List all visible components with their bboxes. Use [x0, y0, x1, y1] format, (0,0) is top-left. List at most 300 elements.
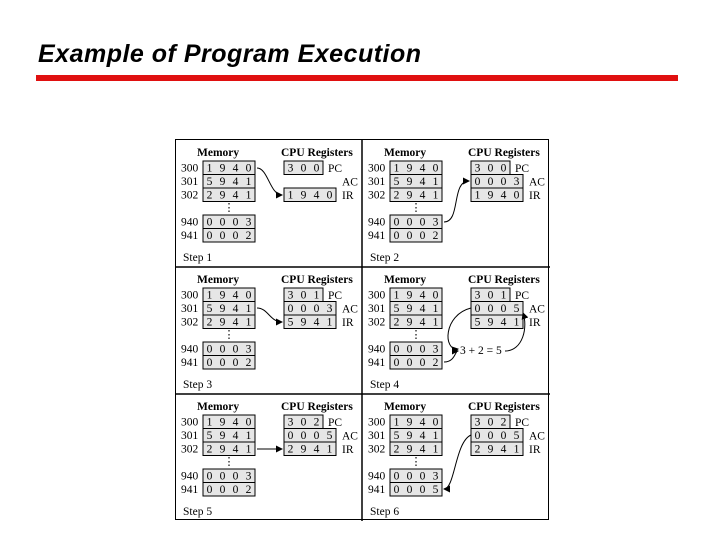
memory-cell-940-digit: 0 [232, 343, 239, 356]
pc-label: PC [328, 163, 343, 175]
memory-cell-940-digit: 0 [419, 470, 426, 483]
pc-label: PC [328, 290, 343, 302]
pc-register-digit: 0 [300, 289, 307, 302]
title-underline [36, 75, 678, 81]
memory-cell-302-digit: 2 [393, 316, 400, 329]
memory-cell-300 [390, 415, 442, 429]
ac-label: AC [342, 430, 358, 443]
ir-register [284, 442, 336, 456]
ac-register-digit: 3 [513, 176, 520, 188]
ac-register-digit: 0 [287, 430, 294, 442]
pc-label: PC [515, 290, 530, 302]
memory-cell-300-digit: 1 [206, 162, 213, 175]
ac-label: AC [529, 303, 545, 316]
memory-cell-302-digit: 9 [219, 443, 226, 456]
cpu-registers-heading: CPU Registers [281, 401, 353, 413]
memory-cell-301-digit: 4 [419, 176, 426, 188]
ir-register-digit: 4 [500, 189, 507, 202]
ir-register-digit: 4 [313, 443, 320, 456]
memory-cell-940-digit: 0 [206, 470, 213, 483]
pc-register [471, 288, 510, 302]
ac-register-digit: 0 [313, 303, 320, 315]
memory-cell-301-digit: 1 [245, 176, 252, 188]
memory-cell-302-digit: 4 [232, 443, 239, 456]
memory-address: 940 [181, 343, 199, 356]
memory-cell-302-digit: 2 [206, 443, 213, 456]
ac-register-digit: 0 [487, 176, 494, 188]
memory-heading: Memory [384, 401, 427, 413]
ac-label: AC [529, 430, 545, 443]
ac-register-digit: 0 [500, 303, 507, 315]
ir-register [471, 188, 523, 202]
memory-gap-ellipsis: ⋮ [410, 202, 422, 214]
memory-cell-300-digit: 4 [419, 416, 426, 429]
memory-cell-941-digit: 0 [393, 357, 400, 369]
ir-register [284, 188, 336, 202]
memory-cell-941-digit: 0 [393, 230, 400, 242]
memory-cell-301-digit: 4 [232, 430, 239, 442]
pc-register-digit: 1 [313, 289, 320, 302]
ir-register-digit: 9 [300, 316, 307, 329]
memory-cell-302-digit: 4 [232, 316, 239, 329]
memory-cell-301-digit: 9 [219, 176, 226, 188]
ac-register-digit: 5 [513, 430, 520, 442]
memory-cell-300-digit: 9 [219, 162, 226, 175]
ac-register-digit: 3 [326, 303, 333, 315]
pc-label: PC [515, 417, 530, 429]
pc-register-digit: 3 [474, 416, 481, 429]
memory-cell-940-digit: 0 [393, 216, 400, 229]
memory-cell-300 [390, 161, 442, 175]
ir-register-digit: 9 [300, 443, 307, 456]
step-panel-6 [368, 401, 545, 518]
memory-cell-940 [203, 342, 255, 356]
step-label: Step 2 [370, 252, 400, 264]
memory-address: 302 [368, 189, 386, 202]
memory-cell-940 [203, 469, 255, 483]
memory-address: 940 [368, 470, 386, 483]
ir-register-digit: 9 [487, 189, 494, 202]
pc-register-digit: 3 [287, 162, 294, 175]
ac-register-digit: 0 [474, 303, 481, 315]
memory-address: 301 [368, 176, 386, 188]
pc-register-digit: 0 [300, 416, 307, 429]
ir-register-digit: 1 [326, 443, 333, 456]
ir-register-digit: 4 [313, 189, 320, 202]
memory-cell-941-digit: 2 [432, 230, 439, 242]
step-panel-5 [181, 401, 358, 518]
memory-cell-941-digit: 5 [432, 484, 439, 496]
execution-steps-diagram [176, 140, 550, 521]
memory-address: 941 [368, 357, 386, 369]
ir-register-digit: 1 [513, 443, 520, 456]
memory-address: 941 [181, 230, 199, 242]
memory-cell-940-digit: 3 [432, 470, 439, 483]
ac-register [284, 302, 336, 316]
ir-register-digit: 2 [287, 443, 294, 456]
slide-title: Example of Program Execution [38, 40, 422, 68]
memory-cell-301 [390, 429, 442, 443]
memory-cell-300-digit: 0 [432, 162, 439, 175]
pc-register-digit: 0 [300, 162, 307, 175]
memory-cell-301-digit: 5 [393, 303, 400, 315]
memory-gap-ellipsis: ⋮ [410, 329, 422, 341]
ir-label: IR [342, 190, 354, 202]
memory-cell-940-digit: 0 [393, 470, 400, 483]
pc-register-digit: 3 [474, 162, 481, 175]
memory-address: 940 [181, 470, 199, 483]
memory-heading: Memory [197, 274, 240, 286]
memory-cell-941 [390, 229, 442, 243]
memory-cell-940-digit: 0 [406, 343, 413, 356]
memory-cell-941-digit: 0 [232, 230, 239, 242]
memory-cell-941-digit: 0 [406, 357, 413, 369]
memory-cell-301-digit: 5 [206, 430, 213, 442]
memory-address: 302 [181, 443, 199, 456]
memory-cell-941-digit: 0 [406, 230, 413, 242]
memory-cell-941-digit: 2 [432, 357, 439, 369]
cpu-registers-heading: CPU Registers [468, 401, 540, 413]
memory-address: 302 [181, 316, 199, 329]
memory-cell-302-digit: 9 [406, 443, 413, 456]
memory-address: 300 [181, 162, 199, 175]
fetch-arrow [257, 308, 282, 322]
memory-cell-301-digit: 4 [419, 430, 426, 442]
memory-address: 301 [181, 176, 199, 188]
ir-register [284, 315, 336, 329]
ir-label: IR [529, 444, 541, 456]
ir-register-digit: 9 [487, 316, 494, 329]
memory-gap-ellipsis: ⋮ [223, 202, 235, 214]
ac-label: AC [342, 303, 358, 316]
memory-cell-301-digit: 4 [232, 303, 239, 315]
memory-gap-ellipsis: ⋮ [410, 456, 422, 468]
memory-cell-302-digit: 4 [419, 316, 426, 329]
memory-address: 301 [368, 430, 386, 442]
pc-label: PC [515, 163, 530, 175]
memory-address: 300 [181, 416, 199, 429]
memory-cell-940-digit: 0 [219, 216, 226, 229]
memory-cell-302-digit: 2 [393, 443, 400, 456]
memory-cell-301-digit: 1 [432, 430, 439, 442]
memory-cell-301 [390, 175, 442, 189]
ac-register-digit: 0 [313, 430, 320, 442]
memory-cell-301-digit: 5 [206, 176, 213, 188]
pc-register [284, 288, 323, 302]
memory-address: 300 [368, 289, 386, 302]
memory-cell-302-digit: 9 [219, 189, 226, 202]
memory-address: 941 [368, 484, 386, 496]
pc-register-digit: 0 [500, 162, 507, 175]
memory-cell-302-digit: 1 [432, 443, 439, 456]
memory-address: 300 [181, 289, 199, 302]
memory-cell-300 [203, 288, 255, 302]
ir-register-digit: 0 [513, 189, 520, 202]
memory-address: 941 [181, 357, 199, 369]
pc-register-digit: 0 [487, 289, 494, 302]
memory-gap-ellipsis: ⋮ [223, 456, 235, 468]
step-label: Step 6 [370, 506, 400, 518]
ac-register-digit: 0 [287, 303, 294, 315]
ir-register-digit: 9 [487, 443, 494, 456]
ac-to-adder-arrow [448, 308, 471, 349]
ir-register-digit: 2 [474, 443, 481, 456]
memory-address: 300 [368, 162, 386, 175]
ir-register-digit: 1 [287, 189, 294, 202]
memory-cell-940-digit: 0 [419, 343, 426, 356]
memory-cell-940 [390, 215, 442, 229]
memory-cell-940-digit: 0 [219, 343, 226, 356]
addition-note: 3 + 2 = 5 [460, 345, 502, 357]
memory-cell-940-digit: 0 [206, 343, 213, 356]
load-arrow [444, 181, 469, 222]
memory-cell-300-digit: 4 [232, 289, 239, 302]
memory-cell-302-digit: 9 [219, 316, 226, 329]
memory-cell-300-digit: 9 [219, 416, 226, 429]
ir-label: IR [529, 317, 541, 329]
memory-cell-300-digit: 1 [393, 416, 400, 429]
memory-address: 301 [181, 430, 199, 442]
cpu-registers-heading: CPU Registers [281, 274, 353, 286]
memory-cell-301-digit: 9 [406, 430, 413, 442]
memory-cell-302-digit: 1 [432, 316, 439, 329]
ac-register-digit: 5 [513, 303, 520, 315]
memory-cell-300-digit: 1 [206, 416, 213, 429]
memory-cell-940-digit: 0 [393, 343, 400, 356]
memory-gap-ellipsis: ⋮ [223, 329, 235, 341]
memory-cell-300-digit: 4 [419, 289, 426, 302]
memory-cell-940-digit: 3 [245, 343, 252, 356]
memory-cell-300-digit: 9 [406, 416, 413, 429]
memory-cell-302 [390, 442, 442, 456]
memory-cell-941-digit: 0 [419, 357, 426, 369]
step-panel-3 [181, 274, 358, 391]
ir-register-digit: 5 [287, 316, 294, 329]
pc-register [471, 415, 510, 429]
memory-cell-941-digit: 0 [419, 484, 426, 496]
pc-register [471, 161, 510, 175]
memory-cell-941-digit: 0 [219, 484, 226, 496]
memory-cell-940-digit: 0 [232, 470, 239, 483]
operand-arrow [444, 351, 458, 362]
memory-cell-941 [203, 356, 255, 370]
memory-cell-301-digit: 9 [219, 430, 226, 442]
ir-label: IR [529, 190, 541, 202]
ir-register [471, 442, 523, 456]
memory-cell-941-digit: 0 [219, 357, 226, 369]
ac-register-digit: 0 [487, 303, 494, 315]
step-label: Step 5 [183, 506, 213, 518]
memory-cell-941-digit: 0 [406, 484, 413, 496]
memory-cell-300-digit: 0 [245, 289, 252, 302]
memory-heading: Memory [197, 401, 240, 413]
memory-cell-941 [390, 483, 442, 497]
memory-cell-302-digit: 2 [393, 189, 400, 202]
memory-cell-940-digit: 3 [432, 343, 439, 356]
memory-cell-301 [203, 175, 255, 189]
memory-cell-302-digit: 2 [206, 189, 213, 202]
pc-register-digit: 0 [487, 162, 494, 175]
memory-cell-302-digit: 4 [419, 189, 426, 202]
memory-cell-940-digit: 0 [419, 216, 426, 229]
ac-register-digit: 0 [300, 303, 307, 315]
memory-cell-302 [203, 315, 255, 329]
memory-cell-941 [203, 229, 255, 243]
memory-address: 301 [368, 303, 386, 315]
memory-cell-300-digit: 9 [219, 289, 226, 302]
memory-cell-302 [390, 315, 442, 329]
memory-cell-300-digit: 1 [393, 289, 400, 302]
memory-address: 940 [181, 216, 199, 229]
ir-register-digit: 1 [326, 316, 333, 329]
ac-register-digit: 0 [500, 176, 507, 188]
memory-cell-301-digit: 1 [432, 303, 439, 315]
memory-cell-941-digit: 0 [232, 357, 239, 369]
memory-cell-941 [203, 483, 255, 497]
program-execution-figure [175, 139, 549, 520]
memory-cell-301-digit: 9 [406, 303, 413, 315]
memory-cell-302-digit: 1 [245, 316, 252, 329]
memory-cell-302-digit: 1 [245, 189, 252, 202]
pc-register-digit: 2 [313, 416, 320, 429]
memory-cell-300-digit: 4 [419, 162, 426, 175]
memory-heading: Memory [384, 147, 427, 159]
memory-address: 941 [181, 484, 199, 496]
memory-cell-941-digit: 0 [419, 230, 426, 242]
memory-cell-940-digit: 3 [432, 216, 439, 229]
memory-address: 302 [368, 443, 386, 456]
memory-cell-300 [203, 161, 255, 175]
memory-cell-301 [203, 302, 255, 316]
memory-cell-300 [203, 415, 255, 429]
memory-cell-300-digit: 1 [206, 289, 213, 302]
pc-register-digit: 3 [287, 289, 294, 302]
memory-cell-941-digit: 0 [219, 230, 226, 242]
pc-register [284, 415, 323, 429]
memory-address: 302 [181, 189, 199, 202]
step-panel-1 [181, 147, 358, 264]
ac-register-digit: 0 [474, 176, 481, 188]
memory-cell-940-digit: 0 [232, 216, 239, 229]
memory-cell-300 [390, 288, 442, 302]
memory-cell-301-digit: 4 [419, 303, 426, 315]
memory-cell-302-digit: 4 [419, 443, 426, 456]
ir-register [471, 315, 523, 329]
step-label: Step 1 [183, 252, 213, 264]
ac-register [471, 429, 523, 443]
memory-cell-302 [203, 442, 255, 456]
ir-register-digit: 1 [474, 189, 481, 202]
cpu-registers-heading: CPU Registers [468, 274, 540, 286]
memory-cell-300-digit: 0 [245, 416, 252, 429]
pc-label: PC [328, 417, 343, 429]
ac-register-digit: 0 [500, 430, 507, 442]
ac-label: AC [529, 176, 545, 189]
memory-cell-940 [390, 342, 442, 356]
store-arrow [444, 435, 471, 489]
memory-cell-940-digit: 0 [206, 216, 213, 229]
memory-address: 301 [181, 303, 199, 315]
ir-register-digit: 4 [500, 316, 507, 329]
memory-cell-941-digit: 0 [206, 484, 213, 496]
ac-register-digit: 0 [300, 430, 307, 442]
memory-cell-300-digit: 0 [432, 416, 439, 429]
memory-cell-302 [390, 188, 442, 202]
memory-cell-941-digit: 2 [245, 484, 252, 496]
memory-address: 300 [368, 416, 386, 429]
memory-cell-300-digit: 9 [406, 162, 413, 175]
ir-register-digit: 1 [513, 316, 520, 329]
memory-cell-940-digit: 3 [245, 470, 252, 483]
memory-cell-301-digit: 1 [432, 176, 439, 188]
ir-register-digit: 0 [326, 189, 333, 202]
ir-label: IR [342, 444, 354, 456]
fetch-arrow [257, 168, 282, 195]
memory-address: 302 [368, 316, 386, 329]
memory-cell-301-digit: 1 [245, 303, 252, 315]
memory-cell-302-digit: 4 [232, 189, 239, 202]
memory-cell-302-digit: 1 [432, 189, 439, 202]
ac-register [471, 302, 523, 316]
ac-register [471, 175, 523, 189]
ir-register-digit: 4 [500, 443, 507, 456]
pc-register-digit: 3 [474, 289, 481, 302]
step-panel-2 [368, 147, 545, 264]
memory-cell-301-digit: 1 [245, 430, 252, 442]
ir-register-digit: 4 [313, 316, 320, 329]
memory-cell-300-digit: 0 [432, 289, 439, 302]
ac-register-digit: 0 [474, 430, 481, 442]
memory-cell-301-digit: 9 [406, 176, 413, 188]
memory-cell-941-digit: 2 [245, 357, 252, 369]
memory-cell-300-digit: 4 [232, 416, 239, 429]
memory-cell-940-digit: 0 [219, 470, 226, 483]
memory-cell-302 [203, 188, 255, 202]
memory-cell-302-digit: 2 [206, 316, 213, 329]
pc-register-digit: 0 [487, 416, 494, 429]
memory-cell-940-digit: 3 [245, 216, 252, 229]
cpu-registers-heading: CPU Registers [468, 147, 540, 159]
memory-cell-302-digit: 9 [406, 189, 413, 202]
pc-register-digit: 0 [313, 162, 320, 175]
ac-label: AC [342, 176, 358, 189]
memory-cell-941-digit: 2 [245, 230, 252, 242]
memory-cell-941-digit: 0 [206, 230, 213, 242]
ac-register-digit: 0 [487, 430, 494, 442]
memory-cell-300-digit: 0 [245, 162, 252, 175]
pc-register-digit: 1 [500, 289, 507, 302]
ac-register-digit: 5 [326, 430, 333, 442]
memory-cell-301-digit: 5 [393, 176, 400, 188]
memory-cell-301 [390, 302, 442, 316]
ir-register-digit: 9 [300, 189, 307, 202]
memory-cell-300-digit: 4 [232, 162, 239, 175]
memory-cell-940-digit: 0 [406, 470, 413, 483]
memory-cell-941-digit: 0 [206, 357, 213, 369]
memory-cell-301 [203, 429, 255, 443]
memory-cell-300-digit: 1 [393, 162, 400, 175]
step-label: Step 4 [370, 379, 400, 391]
memory-cell-941-digit: 0 [232, 484, 239, 496]
memory-cell-302-digit: 9 [406, 316, 413, 329]
step-panel-4 [368, 274, 545, 391]
ac-register [284, 429, 336, 443]
memory-cell-302-digit: 1 [245, 443, 252, 456]
memory-cell-301-digit: 4 [232, 176, 239, 188]
step-label: Step 3 [183, 379, 213, 391]
ir-register-digit: 5 [474, 316, 481, 329]
memory-cell-301-digit: 9 [219, 303, 226, 315]
